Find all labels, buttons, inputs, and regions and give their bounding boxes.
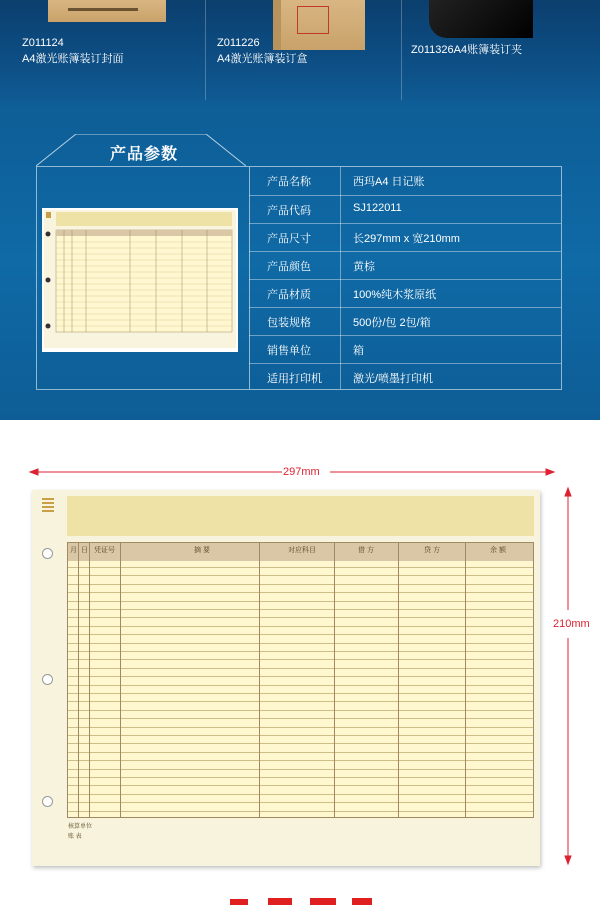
col-divider [259,543,260,817]
param-value: 500份/包 2包/箱 [353,317,431,329]
param-value: 长297mm x 宽210mm [353,233,460,245]
ledger-sheet [32,490,540,866]
col-divider [78,543,79,817]
barcode-icon [42,498,54,514]
product-card-binder[interactable] [401,0,600,100]
param-key: 产品材质 [267,289,311,301]
param-key: 产品代码 [267,205,311,217]
param-row [249,195,561,224]
height-dimension-label: 210mm [553,618,590,630]
col-voucher: 凭证号 [94,547,115,554]
ledger-row-rule [68,575,533,576]
ledger-row-rule [68,760,533,761]
param-key: 适用打印机 [267,373,322,385]
col-divider [465,543,466,817]
ledger-row-rule [68,777,533,778]
ledger-table [67,542,534,818]
ledger-row-rule [68,752,533,753]
binding-hole [42,796,53,807]
param-key: 销售单位 [267,345,311,357]
section-title: 产品参数 [109,146,178,163]
product-card-box[interactable] [205,0,402,100]
product-code: Z011226 [217,37,260,49]
param-value: 100%纯木浆原纸 [353,289,437,301]
param-value: 黄棕 [353,261,375,273]
param-value: 箱 [353,345,364,357]
ledger-row-rule [68,617,533,618]
ledger-row-rule [68,718,533,719]
binding-hole [42,548,53,559]
ledger-row-rule [68,592,533,593]
footer-unit-label: 核算单位 [68,824,93,830]
ledger-row-rule [68,643,533,644]
ledger-header-band [67,496,534,536]
param-row [249,223,561,252]
ledger-row-rule [68,634,533,635]
ledger-row-rule [68,743,533,744]
ledger-row-rule [68,685,533,686]
product-card-cover[interactable] [0,0,206,100]
ledger-row-rule [68,802,533,803]
col-account: 对应科目 [288,547,316,554]
param-key: 产品尺寸 [267,233,311,245]
col-month: 月 [70,547,77,554]
ledger-row-rule [68,735,533,736]
ledger-row-rule [68,601,533,602]
ledger-row-rule [68,567,533,568]
ledger-row-rule [68,676,533,677]
footer-form-label: 账 表 [68,834,82,840]
param-value: SJ122011 [353,202,402,214]
ledger-row-rule [68,668,533,669]
ledger-row-rule [68,701,533,702]
col-divider [334,543,335,817]
ledger-row-rule [68,769,533,770]
param-row [249,307,561,336]
related-products-strip [0,0,600,100]
ledger-row-rule [68,811,533,812]
col-credit: 贷 方 [424,547,440,554]
param-value: 西玛A4 日记账 [353,176,425,188]
param-key: 产品名称 [267,176,311,188]
ledger-row-rule [68,794,533,795]
param-key: 包装规格 [267,317,311,329]
ledger-row-rule [68,710,533,711]
col-day: 日 [81,547,88,554]
col-divider [89,543,90,817]
param-key: 产品颜色 [267,261,311,273]
ledger-cover-image [48,0,166,22]
param-row [249,363,561,392]
col-divider [398,543,399,817]
product-name: A4激光账簿装订封面 [22,53,124,65]
ledger-row-rule [68,584,533,585]
param-value: 激光/喷墨打印机 [353,373,434,385]
product-name: A4激光账簿装订盒 [217,53,308,65]
ledger-box-image [273,0,365,50]
black-binder-image [429,0,533,38]
param-row [249,167,561,195]
width-dimension-label: 297mm [283,466,320,478]
param-row [249,251,561,280]
col-summary: 摘 要 [194,547,210,554]
ledger-row-rule [68,693,533,694]
param-row [249,335,561,364]
col-divider [120,543,121,817]
ledger-row-rule [68,785,533,786]
binding-hole [42,674,53,685]
promo-heading-fragment [230,892,380,902]
ledger-row-rule [68,727,533,728]
product-code: Z011124 [22,37,64,49]
col-balance: 余 额 [490,547,506,554]
ledger-row-rule [68,659,533,660]
ledger-thumbnail [42,208,238,352]
param-row [249,279,561,308]
product-caption: Z011326A4账簿装订夹 [411,44,523,56]
ledger-row-rule [68,609,533,610]
ledger-row-rule [68,651,533,652]
col-debit: 借 方 [358,547,374,554]
ledger-row-rule [68,626,533,627]
